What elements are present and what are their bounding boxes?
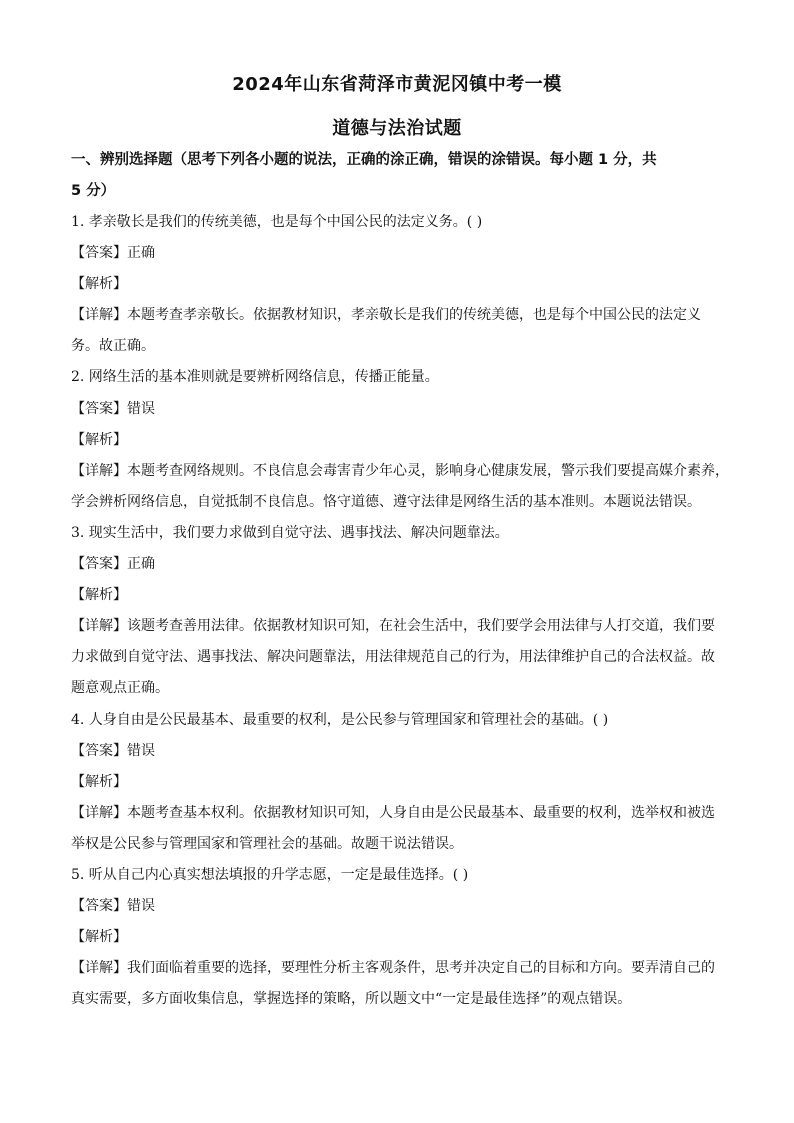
answer-tag: 【答案】 [71,400,127,417]
section-heading [71,145,721,207]
detail-line: 【详解】本题考查基本权利。依据教材知识可知，人身自由是公民最基本、最重要的权利，选举权和被选 [71,804,715,821]
question-text: 4. 人身自由是公民最基本、最重要的权利，是公民参与管理国家和管理社会的基础。( ) [71,711,609,728]
detail-line: 题意观点正确。 [71,680,169,697]
answer-line [71,394,726,425]
answer-value: 正确 [127,556,155,573]
answer-value: 错误 [127,400,155,417]
question-text: 3. 现实生活中，我们要力求做到自觉守法、遇事找法、解决问题靠法。 [71,524,509,541]
detail-line: 务。故正确。 [71,338,155,355]
answer-tag: 【答案】 [71,742,127,759]
question-block [71,705,726,860]
answer-line [71,549,726,580]
question-text: 1. 孝亲敬长是我们的传统美德，也是每个中国公民的法定义务。( ) [71,214,483,230]
section-heading-line: 一、辨别选择题（思考下列各小题的说法，正确的涂正确，错误的涂错误。每小题 1 分，共 [71,152,657,168]
document-title: 2024年山东省菏泽市黄泥冈镇中考一模 [232,74,562,95]
answer-value: 正确 [127,245,155,262]
analysis-tag: 【解析】 [71,929,127,946]
detail-line: 【详解】本题考查孝亲敬长。依据教材知识，孝亲敬长是我们的传统美德，也是每个中国公民的法定义 [71,307,701,324]
document-subtitle: 道德与法治试题 [332,118,462,139]
question-block [71,362,729,517]
analysis-tag: 【解析】 [71,773,127,790]
detail-line: 【详解】本题考查网络规则。不良信息会毒害青少年心灵，影响身心健康发展，警示我们要提高媒介素养， [71,462,729,479]
section-heading-line: 5 分） [71,183,116,200]
question-block [71,207,726,362]
analysis-tag: 【解析】 [71,276,127,293]
answer-tag: 【答案】 [71,245,127,262]
answer-tag: 【答案】 [71,556,127,573]
answer-value: 错误 [127,898,155,915]
question-text: 2. 网络生活的基本准则就是要辨析网络信息，传播正能量。 [71,369,439,386]
detail-line: 【详解】我们面临着重要的选择，要理性分析主客观条件，思考并决定自己的目标和方向。要弄清自己的 [71,960,715,977]
detail-line: 学会辨析网络信息，自觉抵制不良信息。恪守道德、遵守法律是网络生活的基本准则。本题说法错误。 [71,493,701,510]
question-text: 5. 听从自己内心真实想法填报的升学志愿，一定是最佳选择。( ) [71,866,469,883]
answer-value: 错误 [127,742,155,759]
detail-line: 举权是公民参与管理国家和管理社会的基础。故题干说法错误。 [71,835,463,852]
analysis-tag: 【解析】 [71,587,127,604]
question-list [71,207,729,1015]
answer-line [71,238,726,269]
analysis-tag: 【解析】 [71,431,127,448]
detail-line: 力求做到自觉守法、遇事找法、解决问题靠法，用法律规范自己的行为，用法律维护自己的合法权益。故 [71,649,715,666]
question-block [71,518,726,705]
answer-line [71,736,726,767]
detail-line: 【详解】该题考查善用法律。依据教材知识可知，在社会生活中，我们要学会用法律与人打交道，我们要 [71,618,715,635]
detail-line: 真实需要，多方面收集信息，掌握选择的策略，所以题文中“一定是最佳选择”的观点错误。 [71,991,632,1008]
answer-tag: 【答案】 [71,898,127,915]
question-block [71,860,726,1015]
answer-line [71,891,726,922]
